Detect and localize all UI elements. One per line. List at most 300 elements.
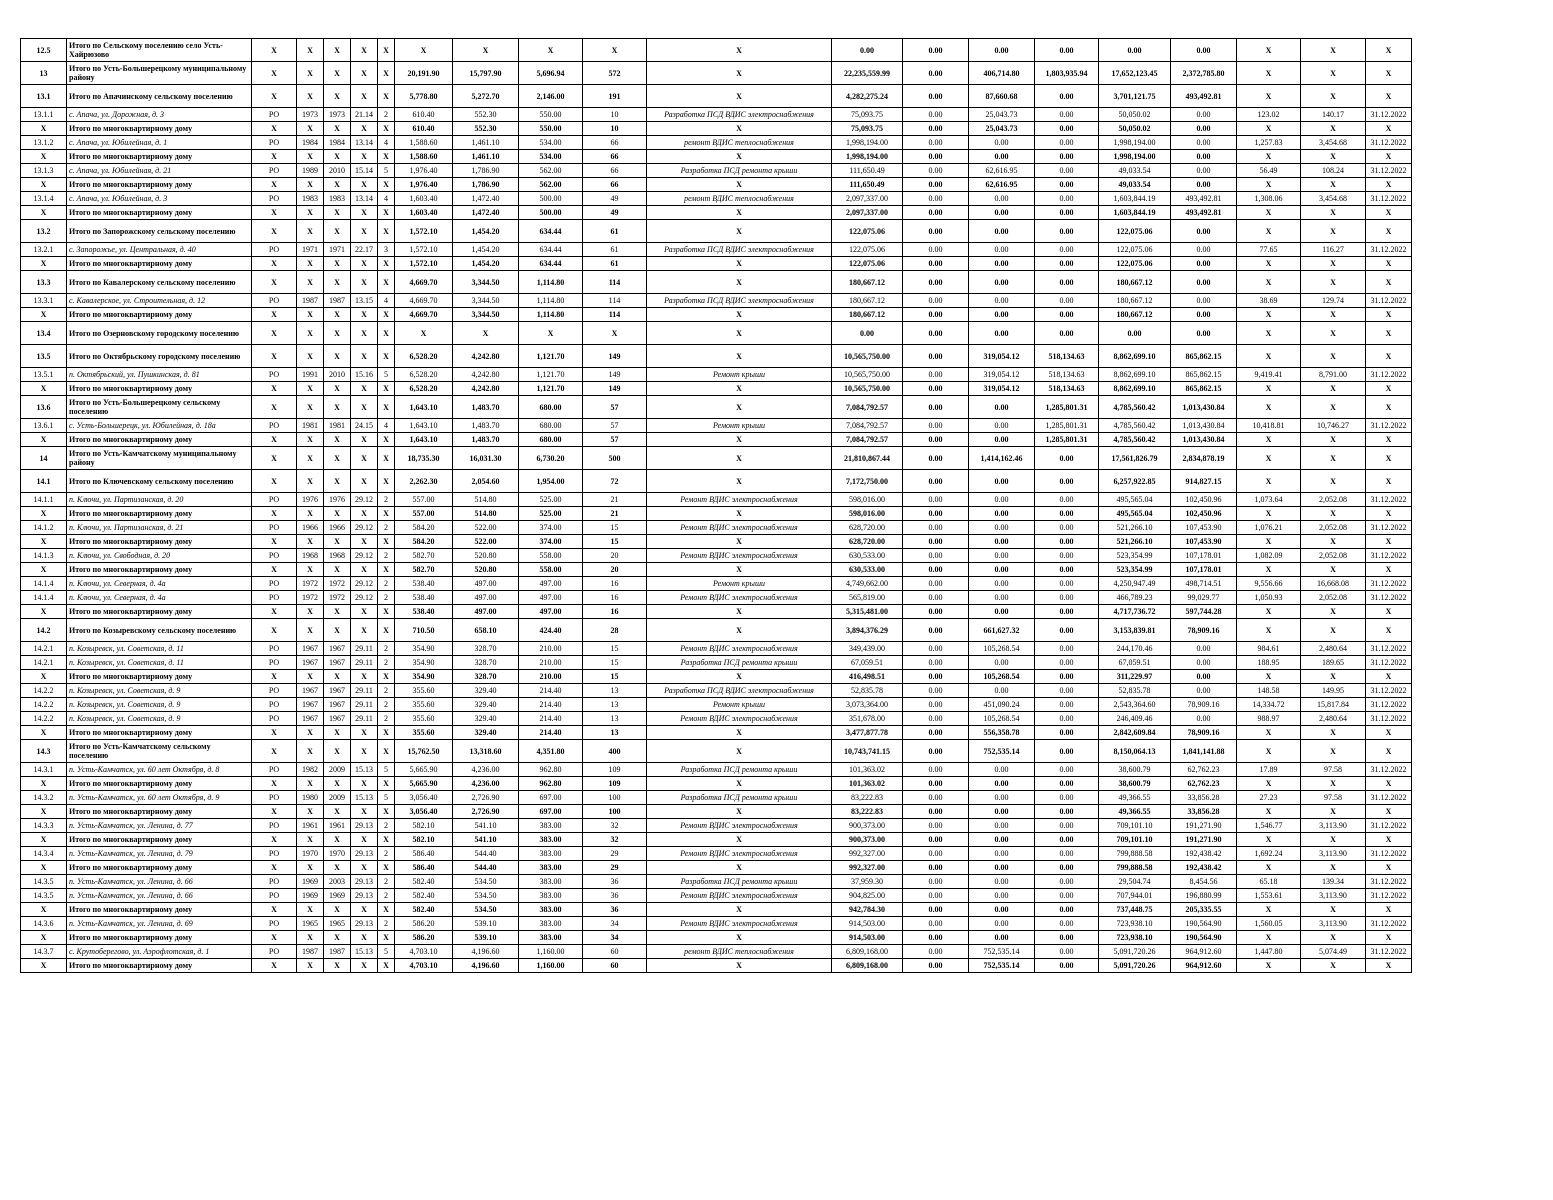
table-cell: 24.15 bbox=[351, 419, 378, 433]
table-cell: 3,056.40 bbox=[395, 805, 453, 819]
table-cell: 4,785,560.42 bbox=[1099, 396, 1171, 419]
table-cell: 32 bbox=[583, 833, 647, 847]
table-cell: 0.00 bbox=[903, 712, 969, 726]
table-cell: 14.2.2 bbox=[21, 712, 67, 726]
table-cell: 495,565.04 bbox=[1099, 493, 1171, 507]
table-cell: 2,480.64 bbox=[1301, 642, 1366, 656]
table-cell: 29.13 bbox=[351, 819, 378, 833]
table-cell: X bbox=[647, 122, 832, 136]
table-cell: 83,222.83 bbox=[832, 791, 903, 805]
table-cell: 634.44 bbox=[519, 220, 583, 243]
table-cell: 0.00 bbox=[903, 549, 969, 563]
total-row bbox=[21, 150, 1412, 164]
table-cell: 0.00 bbox=[969, 271, 1035, 294]
table-cell: X bbox=[647, 85, 832, 108]
table-cell: 29.11 bbox=[351, 684, 378, 698]
table-cell: 1967 bbox=[324, 642, 351, 656]
table-cell: 14.3.7 bbox=[21, 945, 67, 959]
table-cell: X bbox=[252, 507, 297, 521]
table-cell: X bbox=[1237, 740, 1301, 763]
table-cell: 520.80 bbox=[453, 549, 519, 563]
table-cell: 0.00 bbox=[903, 670, 969, 684]
table-cell: 7,084,792.57 bbox=[832, 396, 903, 419]
table-cell: 0.00 bbox=[903, 740, 969, 763]
table-cell: 0.00 bbox=[903, 507, 969, 521]
table-cell: 62,616.95 bbox=[969, 164, 1035, 178]
table-cell: 520.80 bbox=[453, 563, 519, 577]
table-cell: 424.40 bbox=[519, 619, 583, 642]
table-cell: 1968 bbox=[297, 549, 324, 563]
table-cell: X bbox=[351, 178, 378, 192]
table-cell: РО bbox=[252, 684, 297, 698]
table-cell: X bbox=[252, 535, 297, 549]
table-cell: X bbox=[252, 670, 297, 684]
table-cell: X bbox=[647, 726, 832, 740]
table-cell: X bbox=[1237, 777, 1301, 791]
table-cell: 0.00 bbox=[1035, 931, 1099, 945]
table-cell: X bbox=[324, 396, 351, 419]
table-cell: 354.90 bbox=[395, 670, 453, 684]
table-cell: 0.00 bbox=[1171, 642, 1237, 656]
table-cell: 34 bbox=[583, 931, 647, 945]
table-cell: 1,114.80 bbox=[519, 271, 583, 294]
table-cell: 4 bbox=[378, 294, 395, 308]
table-cell: 15 bbox=[583, 521, 647, 535]
table-cell: X bbox=[1366, 670, 1412, 684]
table-cell: 6,528.20 bbox=[395, 382, 453, 396]
table-cell: 0.00 bbox=[1035, 493, 1099, 507]
table-cell: 20,191.90 bbox=[395, 62, 453, 85]
table-cell: 0.00 bbox=[969, 150, 1035, 164]
table-cell: 75,093.75 bbox=[832, 108, 903, 122]
table-cell: X bbox=[351, 345, 378, 368]
table-cell: 10,565,750.00 bbox=[832, 345, 903, 368]
table-cell: X bbox=[1237, 726, 1301, 740]
table-cell: 14.3.2 bbox=[21, 791, 67, 805]
table-cell: X bbox=[1366, 619, 1412, 642]
table-cell: 2003 bbox=[324, 875, 351, 889]
table-row bbox=[21, 549, 1412, 563]
table-cell: X bbox=[1366, 433, 1412, 447]
table-cell: РО bbox=[252, 945, 297, 959]
table-cell: X bbox=[351, 308, 378, 322]
table-cell: X bbox=[1301, 670, 1366, 684]
table-cell: Ремонт ВДИС электроснабжения bbox=[647, 591, 832, 605]
table-cell: 710.50 bbox=[395, 619, 453, 642]
table-cell: X bbox=[1366, 861, 1412, 875]
table-cell: 0.00 bbox=[1171, 39, 1237, 62]
table-cell: X bbox=[647, 507, 832, 521]
table-cell: X bbox=[351, 85, 378, 108]
subtotal-row bbox=[21, 345, 1412, 368]
table-cell: 400 bbox=[583, 740, 647, 763]
table-cell: 0.00 bbox=[1035, 889, 1099, 903]
table-cell: 4,703.10 bbox=[395, 959, 453, 973]
table-cell: 1971 bbox=[297, 243, 324, 257]
table-row bbox=[21, 493, 1412, 507]
table-cell: 680.00 bbox=[519, 396, 583, 419]
table-cell: 0.00 bbox=[903, 535, 969, 549]
table-cell: 2 bbox=[378, 591, 395, 605]
table-cell: X bbox=[378, 433, 395, 447]
table-cell: 1961 bbox=[297, 819, 324, 833]
table-cell: 2 bbox=[378, 108, 395, 122]
table-cell: 15.13 bbox=[351, 945, 378, 959]
table-cell: 97.58 bbox=[1301, 791, 1366, 805]
table-cell: 493,492.81 bbox=[1171, 85, 1237, 108]
table-cell: 0.00 bbox=[969, 521, 1035, 535]
table-cell: 2 bbox=[378, 847, 395, 861]
table-cell: 1,121.70 bbox=[519, 368, 583, 382]
table-cell: X bbox=[647, 433, 832, 447]
table-cell: X bbox=[324, 433, 351, 447]
table-cell: 0.00 bbox=[903, 322, 969, 345]
table-cell: 62,762.23 bbox=[1171, 763, 1237, 777]
table-cell: п. Усть-Камчатск, ул. 60 лет Октября, д. 9 bbox=[67, 791, 252, 805]
table-cell: РО bbox=[252, 642, 297, 656]
table-cell: 914,503.00 bbox=[832, 931, 903, 945]
table-cell: 210.00 bbox=[519, 656, 583, 670]
table-cell: 1,454.20 bbox=[453, 220, 519, 243]
table-cell: 5,074.49 bbox=[1301, 945, 1366, 959]
table-cell: X bbox=[252, 308, 297, 322]
table-cell: Итого по многоквартирному дому bbox=[67, 257, 252, 271]
table-cell: 61 bbox=[583, 243, 647, 257]
table-cell: 16 bbox=[583, 577, 647, 591]
table-cell: 0.00 bbox=[903, 577, 969, 591]
table-row bbox=[21, 642, 1412, 656]
table-cell: X bbox=[297, 322, 324, 345]
table-cell: X bbox=[1301, 740, 1366, 763]
table-cell: 1,998,194.00 bbox=[832, 150, 903, 164]
table-cell: 61 bbox=[583, 220, 647, 243]
table-cell: 0.00 bbox=[903, 108, 969, 122]
table-cell: 1,483.70 bbox=[453, 419, 519, 433]
table-cell: 13.3.1 bbox=[21, 294, 67, 308]
table-cell: 0.00 bbox=[903, 192, 969, 206]
table-cell: X bbox=[21, 535, 67, 549]
table-cell: X bbox=[1366, 322, 1412, 345]
table-cell: 31.12.2022 bbox=[1366, 642, 1412, 656]
table-cell: Итого по многоквартирному дому bbox=[67, 959, 252, 973]
table-cell: 799,888.58 bbox=[1099, 847, 1171, 861]
table-cell: Ремонт ВДИС электроснабжения bbox=[647, 917, 832, 931]
table-cell: 0.00 bbox=[903, 684, 969, 698]
table-cell: X bbox=[378, 206, 395, 220]
table-cell: 2 bbox=[378, 712, 395, 726]
table-cell: 328.70 bbox=[453, 656, 519, 670]
table-cell: X bbox=[324, 861, 351, 875]
table-cell: 2,726.90 bbox=[453, 805, 519, 819]
table-cell: 383.00 bbox=[519, 833, 583, 847]
table-cell: 38.69 bbox=[1237, 294, 1301, 308]
table-cell: X bbox=[1301, 382, 1366, 396]
table-cell: 1,285,801.31 bbox=[1035, 433, 1099, 447]
table-cell: 8,150,064.13 bbox=[1099, 740, 1171, 763]
table-cell: 4 bbox=[378, 419, 395, 433]
table-cell: X bbox=[1301, 563, 1366, 577]
table-cell: 497.00 bbox=[453, 605, 519, 619]
table-cell: 752,535.14 bbox=[969, 740, 1035, 763]
table-cell: 1,553.61 bbox=[1237, 889, 1301, 903]
table-cell: 4,236.00 bbox=[453, 763, 519, 777]
table-cell: X bbox=[1366, 903, 1412, 917]
table-cell: п. Ключи, ул. Свободная, д. 20 bbox=[67, 549, 252, 563]
table-cell: 13.1.4 bbox=[21, 192, 67, 206]
table-cell: 0.00 bbox=[1171, 271, 1237, 294]
table-cell: 0.00 bbox=[1035, 322, 1099, 345]
table-cell: 0.00 bbox=[1035, 257, 1099, 271]
total-row bbox=[21, 726, 1412, 740]
table-cell: 1965 bbox=[297, 917, 324, 931]
table-cell: 0.00 bbox=[903, 819, 969, 833]
table-cell: 0.00 bbox=[903, 563, 969, 577]
table-cell: 1,050.93 bbox=[1237, 591, 1301, 605]
table-cell: X bbox=[324, 931, 351, 945]
table-cell: X bbox=[1237, 220, 1301, 243]
table-cell: 0.00 bbox=[903, 308, 969, 322]
table-cell: X bbox=[1301, 257, 1366, 271]
table-cell: X bbox=[252, 322, 297, 345]
table-cell: X bbox=[1237, 396, 1301, 419]
table-cell: 31.12.2022 bbox=[1366, 847, 1412, 861]
table-cell: 36 bbox=[583, 903, 647, 917]
table-cell: 0.00 bbox=[969, 308, 1035, 322]
table-cell: 0.00 bbox=[903, 847, 969, 861]
subtotal-row bbox=[21, 396, 1412, 419]
table-cell: Ремонт ВДИС электроснабжения bbox=[647, 847, 832, 861]
table-cell: 0.00 bbox=[903, 959, 969, 973]
table-cell: X bbox=[1366, 470, 1412, 493]
table-cell: 25,043.73 bbox=[969, 122, 1035, 136]
table-cell: 1982 bbox=[297, 763, 324, 777]
table-cell: 0.00 bbox=[903, 605, 969, 619]
table-cell: X bbox=[324, 833, 351, 847]
table-cell: 0.00 bbox=[1035, 726, 1099, 740]
table-cell: 14 bbox=[21, 447, 67, 470]
table-cell: 0.00 bbox=[1035, 712, 1099, 726]
table-cell: п. Ключи, ул. Партизанская, д. 20 bbox=[67, 493, 252, 507]
table-cell: 661,627.32 bbox=[969, 619, 1035, 642]
table-cell: 2 bbox=[378, 819, 395, 833]
table-cell: X bbox=[297, 470, 324, 493]
table-cell: X bbox=[297, 740, 324, 763]
table-cell: X bbox=[647, 447, 832, 470]
table-cell: 108.24 bbox=[1301, 164, 1366, 178]
table-cell: 0.00 bbox=[1171, 108, 1237, 122]
table-cell: 2 bbox=[378, 684, 395, 698]
table-cell: 680.00 bbox=[519, 419, 583, 433]
table-cell: 2,052.08 bbox=[1301, 493, 1366, 507]
table-cell: 14.3.4 bbox=[21, 847, 67, 861]
total-row bbox=[21, 805, 1412, 819]
table-cell: 0.00 bbox=[1099, 39, 1171, 62]
table-cell: 697.00 bbox=[519, 805, 583, 819]
table-cell: X bbox=[583, 322, 647, 345]
table-cell: 75,093.75 bbox=[832, 122, 903, 136]
table-cell: X bbox=[324, 507, 351, 521]
table-cell: 38,600.79 bbox=[1099, 763, 1171, 777]
table-cell: 16,031.30 bbox=[453, 447, 519, 470]
table-cell: 101,363.02 bbox=[832, 763, 903, 777]
table-cell: 0.00 bbox=[969, 535, 1035, 549]
table-cell: 21 bbox=[583, 493, 647, 507]
table-cell: 16,668.08 bbox=[1301, 577, 1366, 591]
table-cell: X bbox=[378, 740, 395, 763]
table-cell: 1967 bbox=[324, 656, 351, 670]
table-cell: Итого по многоквартирному дому bbox=[67, 777, 252, 791]
table-cell: 2009 bbox=[324, 791, 351, 805]
table-cell: 29 bbox=[583, 847, 647, 861]
table-cell: п. Усть-Камчатск, ул. 60 лет Октября, д. 8 bbox=[67, 763, 252, 777]
table-cell: X bbox=[1366, 382, 1412, 396]
table-cell: X bbox=[1301, 903, 1366, 917]
table-cell: X bbox=[252, 619, 297, 642]
table-cell: 27.23 bbox=[1237, 791, 1301, 805]
table-cell: 552.30 bbox=[453, 108, 519, 122]
table-cell: 2 bbox=[378, 577, 395, 591]
table-cell: 557.00 bbox=[395, 493, 453, 507]
table-cell: X bbox=[1237, 563, 1301, 577]
table-cell: X bbox=[1366, 396, 1412, 419]
table-cell: X bbox=[1237, 861, 1301, 875]
total-row bbox=[21, 433, 1412, 447]
table-cell: 0.00 bbox=[969, 805, 1035, 819]
table-cell: 57 bbox=[583, 396, 647, 419]
table-cell: 558.00 bbox=[519, 549, 583, 563]
table-cell: X bbox=[252, 178, 297, 192]
table-cell: X bbox=[1237, 257, 1301, 271]
table-cell: 0.00 bbox=[1171, 294, 1237, 308]
table-cell: X bbox=[324, 740, 351, 763]
table-cell: с. Апача, ул. Юбилейная, д. 21 bbox=[67, 164, 252, 178]
table-cell: РО bbox=[252, 243, 297, 257]
table-cell: 586.40 bbox=[395, 847, 453, 861]
table-cell: 4,669.70 bbox=[395, 308, 453, 322]
table-cell: 66 bbox=[583, 178, 647, 192]
table-cell: X bbox=[1237, 206, 1301, 220]
table-cell: X bbox=[1366, 345, 1412, 368]
table-cell: X bbox=[324, 122, 351, 136]
table-cell: X bbox=[1301, 447, 1366, 470]
table-cell: X bbox=[21, 777, 67, 791]
table-cell: 1983 bbox=[297, 192, 324, 206]
table-cell: Ремонт ВДИС электроснабжения bbox=[647, 642, 832, 656]
table-cell: X bbox=[1301, 308, 1366, 322]
table-cell: 0.00 bbox=[1035, 791, 1099, 805]
table-cell: X bbox=[324, 85, 351, 108]
table-cell: X bbox=[252, 605, 297, 619]
table-cell: X bbox=[378, 777, 395, 791]
table-cell: 52,835.78 bbox=[832, 684, 903, 698]
table-cell: 723,938.10 bbox=[1099, 931, 1171, 945]
table-cell: X bbox=[21, 833, 67, 847]
table-cell: Ремонт ВДИС электроснабжения bbox=[647, 889, 832, 903]
table-cell: X bbox=[21, 150, 67, 164]
capital-repair-plan-table bbox=[20, 38, 1412, 973]
table-cell: 597,744.28 bbox=[1171, 605, 1237, 619]
table-cell: X bbox=[351, 470, 378, 493]
table-cell: 865,862.15 bbox=[1171, 368, 1237, 382]
table-cell: 109 bbox=[583, 777, 647, 791]
table-cell: 5,696.94 bbox=[519, 62, 583, 85]
table-cell: 0.00 bbox=[903, 656, 969, 670]
table-cell: 6,528.20 bbox=[395, 345, 453, 368]
subtotal-row bbox=[21, 220, 1412, 243]
table-cell: 354.90 bbox=[395, 642, 453, 656]
table-cell: X bbox=[1237, 271, 1301, 294]
table-cell: 0.00 bbox=[903, 396, 969, 419]
table-cell: X bbox=[647, 535, 832, 549]
table-cell: 180,667.12 bbox=[1099, 271, 1171, 294]
table-cell: 0.00 bbox=[1035, 684, 1099, 698]
table-cell: Итого по Усть-Большерецкому сельскому поселению bbox=[67, 396, 252, 419]
table-cell: ремонт ВДИС теплоснабжения bbox=[647, 136, 832, 150]
table-cell: X bbox=[252, 220, 297, 243]
table-cell: 586.20 bbox=[395, 931, 453, 945]
table-cell: X bbox=[378, 903, 395, 917]
table-cell: 1,257.83 bbox=[1237, 136, 1301, 150]
table-cell: X bbox=[324, 470, 351, 493]
table-cell: 1987 bbox=[324, 294, 351, 308]
table-cell: 14.1 bbox=[21, 470, 67, 493]
table-cell: 518,134.63 bbox=[1035, 345, 1099, 368]
table-cell: Разработка ПСД ремонта крыши bbox=[647, 656, 832, 670]
table-cell: 0.00 bbox=[903, 470, 969, 493]
table-cell: 0.00 bbox=[1035, 591, 1099, 605]
table-cell: 180,667.12 bbox=[832, 308, 903, 322]
table-cell: 0.00 bbox=[1035, 777, 1099, 791]
table-cell: 1,414,162.46 bbox=[969, 447, 1035, 470]
table-cell: 900,373.00 bbox=[832, 819, 903, 833]
table-cell: 0.00 bbox=[969, 875, 1035, 889]
table-cell: 14.2.2 bbox=[21, 684, 67, 698]
table-cell: X bbox=[1237, 833, 1301, 847]
table-cell: 497.00 bbox=[519, 591, 583, 605]
table-cell: 31.12.2022 bbox=[1366, 763, 1412, 777]
table-cell: X bbox=[351, 535, 378, 549]
table-cell: 1,160.00 bbox=[519, 959, 583, 973]
table-cell: 1,643.10 bbox=[395, 419, 453, 433]
table-cell: 0.00 bbox=[969, 903, 1035, 917]
table-cell: Итого по многоквартирному дому bbox=[67, 563, 252, 577]
table-cell: 13.1.3 bbox=[21, 164, 67, 178]
table-cell: Разработка ПСД ремонта крыши bbox=[647, 763, 832, 777]
table-cell: РО bbox=[252, 368, 297, 382]
subtotal-row bbox=[21, 740, 1412, 763]
table-cell: 2,097,337.00 bbox=[832, 206, 903, 220]
table-cell: Итого по многоквартирному дому bbox=[67, 122, 252, 136]
table-cell: 2009 bbox=[324, 763, 351, 777]
table-row bbox=[21, 889, 1412, 903]
table-cell: X bbox=[1301, 271, 1366, 294]
table-cell: 61 bbox=[583, 257, 647, 271]
table-cell: 32 bbox=[583, 819, 647, 833]
table-cell: 0.00 bbox=[1035, 698, 1099, 712]
table-cell: X bbox=[351, 903, 378, 917]
table-cell: 904,825.00 bbox=[832, 889, 903, 903]
table-cell: 4,282,275.24 bbox=[832, 85, 903, 108]
table-cell: 14.1.2 bbox=[21, 521, 67, 535]
table-cell: 1971 bbox=[324, 243, 351, 257]
table-cell: X bbox=[21, 726, 67, 740]
table-cell: 14.3.3 bbox=[21, 819, 67, 833]
table-cell: 114 bbox=[583, 308, 647, 322]
table-cell: X bbox=[297, 670, 324, 684]
table-cell: 0.00 bbox=[903, 791, 969, 805]
table-cell: X bbox=[378, 396, 395, 419]
table-cell: 630,533.00 bbox=[832, 549, 903, 563]
